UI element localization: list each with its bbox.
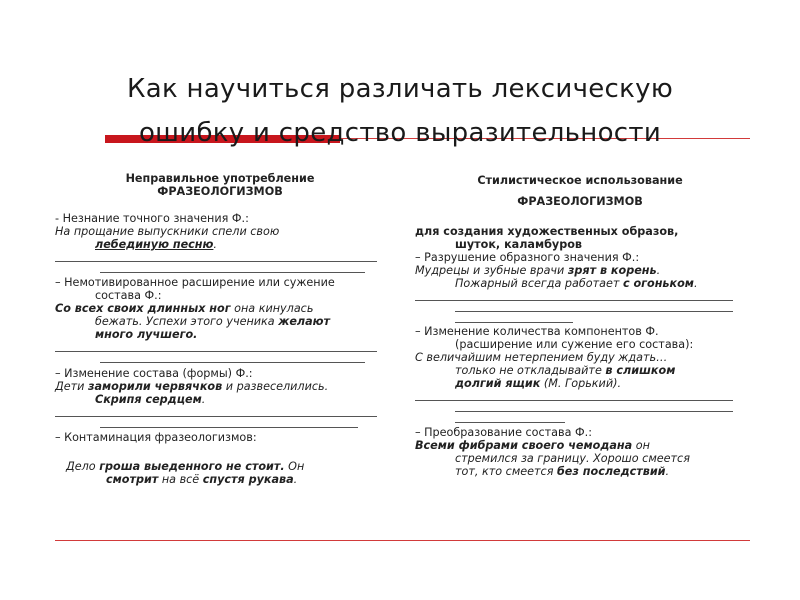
separator <box>55 416 377 417</box>
right-item-3-title: – Преобразование состава Ф.: <box>415 426 592 439</box>
right-ex2-text-3: (М. Горький). <box>540 377 622 390</box>
right-ex1-phrase-2: с огоньком <box>622 277 694 290</box>
right-item-2-title <box>415 325 745 351</box>
left-ex4-phrase-2: смотрит <box>106 473 159 486</box>
left-ex4-text-1: Дело <box>66 460 100 473</box>
right-ex2-text-1: С величайшим нетерпением буду ждать… <box>415 351 668 364</box>
left-column-header <box>55 172 385 198</box>
right-item-2-title-b: (расширение или сужение его состава): <box>455 338 694 351</box>
left-ex2-text-1: она кинулась <box>230 302 314 315</box>
right-ex2-text-2: только не откладывайте <box>455 364 606 377</box>
right-ex3-phrase-2: без последствий <box>556 465 666 478</box>
left-header-line-1: Неправильное употребление <box>125 172 315 185</box>
left-example-2 <box>55 302 385 341</box>
left-ex3-end: . <box>201 393 206 406</box>
right-example-2 <box>415 351 745 390</box>
right-header-line-1: Стилистическое использование <box>477 174 683 187</box>
separator <box>55 261 377 262</box>
right-ex3-text-2: стремился за границу. Хорошо смеется <box>455 452 690 465</box>
left-ex2-phrase-1: Со всех своих длинных ног <box>55 302 231 315</box>
left-example-4 <box>66 460 385 486</box>
separator <box>455 411 733 412</box>
left-ex1-phrase: лебединую песню <box>95 238 214 251</box>
left-example-3 <box>55 380 385 406</box>
left-item-2-title-b: состава Ф.: <box>95 289 162 302</box>
left-ex2-phrase-2: желают <box>278 315 331 328</box>
right-column <box>415 172 745 478</box>
right-ex1-text-1: Мудрецы и зубные врачи <box>415 264 568 277</box>
right-example-1 <box>415 264 745 290</box>
left-item-3-title: – Изменение состава (формы) Ф.: <box>55 367 253 380</box>
left-ex3-text-1: Дети <box>55 380 88 393</box>
left-ex3-phrase-1: заморили червячков <box>87 380 223 393</box>
right-ex3-phrase-1: Всеми фибрами своего чемодана <box>415 439 633 452</box>
slide-title-line-2: ошибку и средство выразительности <box>138 118 662 148</box>
left-example-1 <box>55 225 385 251</box>
slide-title-line-1: Как научиться различать лексическую <box>126 74 674 104</box>
right-ex2-phrase-1: в слишком <box>605 364 676 377</box>
right-ex1-end-1: . <box>656 264 661 277</box>
left-item-1-title: - Незнание точного значения Ф.: <box>55 212 249 225</box>
right-purpose-a: для создания художественных образов, <box>415 225 679 238</box>
left-item-4-title: – Контаминация фразеологизмов: <box>55 431 257 444</box>
separator <box>55 351 377 352</box>
right-header-line-2: ФРАЗЕОЛОГИЗМОВ <box>517 195 643 208</box>
left-ex4-end: . <box>293 473 298 486</box>
left-ex4-phrase-3: спустя рукава <box>202 473 294 486</box>
left-ex4-text-2: Он <box>284 460 305 473</box>
right-item-1-title: – Разрушение образного значения Ф.: <box>415 251 640 264</box>
bottom-red-line <box>55 540 750 541</box>
left-ex1-end: . <box>213 238 217 251</box>
right-column-header <box>415 172 745 211</box>
left-header-line-2: ФРАЗЕОЛОГИЗМОВ <box>157 185 283 198</box>
right-ex2-phrase-2: долгий ящик <box>455 377 541 390</box>
right-ex3-text-3: тот, кто смеется <box>455 465 557 478</box>
right-purpose-b: шуток, каламбуров <box>455 238 582 251</box>
separator <box>455 311 733 312</box>
left-ex2-phrase-3: много лучшего. <box>95 328 198 341</box>
left-ex2-text-2: бежать. Успехи этого ученика <box>95 315 279 328</box>
right-ex3-end: . <box>665 465 670 478</box>
left-item-2-title-a: – Немотивированное расширение или сужение <box>55 276 335 289</box>
left-ex4-text-3: на всё <box>158 473 203 486</box>
left-ex4-phrase-1: гроша выеденного не стоит. <box>99 460 285 473</box>
right-ex1-end-2: . <box>693 277 698 290</box>
right-example-3 <box>415 439 745 478</box>
left-column <box>55 172 385 486</box>
left-item-2-title <box>55 276 385 302</box>
right-ex3-text-1: он <box>632 439 650 452</box>
left-ex3-text-2: и развеселились. <box>222 380 329 393</box>
left-ex3-phrase-2: Скрипя сердцем <box>95 393 202 406</box>
right-item-2-title-a: – Изменение количества компонентов Ф. <box>415 325 659 338</box>
left-ex1-text: На прощание выпускники спели свою <box>55 225 280 238</box>
right-ex1-phrase-1: зрят в корень <box>567 264 657 277</box>
right-purpose <box>415 225 745 251</box>
separator <box>415 400 733 401</box>
separator <box>415 300 733 301</box>
right-ex1-text-2: Пожарный всегда работает <box>455 277 623 290</box>
